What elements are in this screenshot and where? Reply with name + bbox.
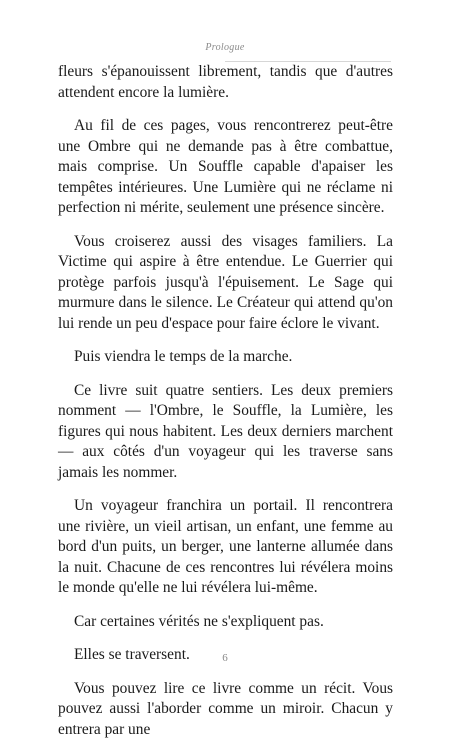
page-number: 6 [222, 652, 228, 664]
paragraph: Vous pouvez lire ce livre comme un récit. Vous pouvez aussi l'aborder comme un miroir. Chacun y entrera par une [58, 679, 393, 738]
paragraph: Au fil de ces pages, vous rencontrerez peut-être une Ombre qui ne demande pas à être combattue, mais comprise. Un Souffle capable d'apaiser les tempêtes intérieures. Une Lumière qui ne réclame ni perfection ni mérite, seulement une présence sincère. [58, 117, 393, 216]
paragraph: Un voyageur franchira un portail. Il rencontrera une rivière, un vieil artisan, un enfant, une femme au bord d'un puits, un berger, une lanterne allumée dans la nuit. Chacune de ces rencontres lui révélera moins le monde qu'elle ne lui révélera lui-même. [58, 497, 393, 596]
paragraph: Elles se traversent. [74, 646, 190, 663]
paragraph: Ce livre suit quatre sentiers. Les deux premiers nomment — l'Ombre, le Souffle, la Lumière, les figures qui nous habitent. Les deux derniers marchent — aux côtés d'un voyageur qui les traverse sans jamais les nommer. [58, 381, 393, 481]
running-header: Prologue [205, 42, 245, 53]
paragraph-continued: fleurs s'épanouissent librement, tandis que d'autres attendent encore la lumière. [58, 63, 393, 101]
body-text [58, 62, 393, 753]
paragraph: Puis viendra le temps de la marche. [74, 348, 293, 365]
paragraph: Car certaines vérités ne s'expliquent pas. [74, 612, 324, 630]
paragraph: Vous croiserez aussi des visages familiers. La Victime qui aspire à être entendue. Le Guerrier qui protège parfois jusqu'à l'épuisement. Le Sage qui murmure dans le silence. Le Créateur qui attend qu'on lui rende un peu d'espace pour faire éclore le vivant. [58, 232, 393, 332]
